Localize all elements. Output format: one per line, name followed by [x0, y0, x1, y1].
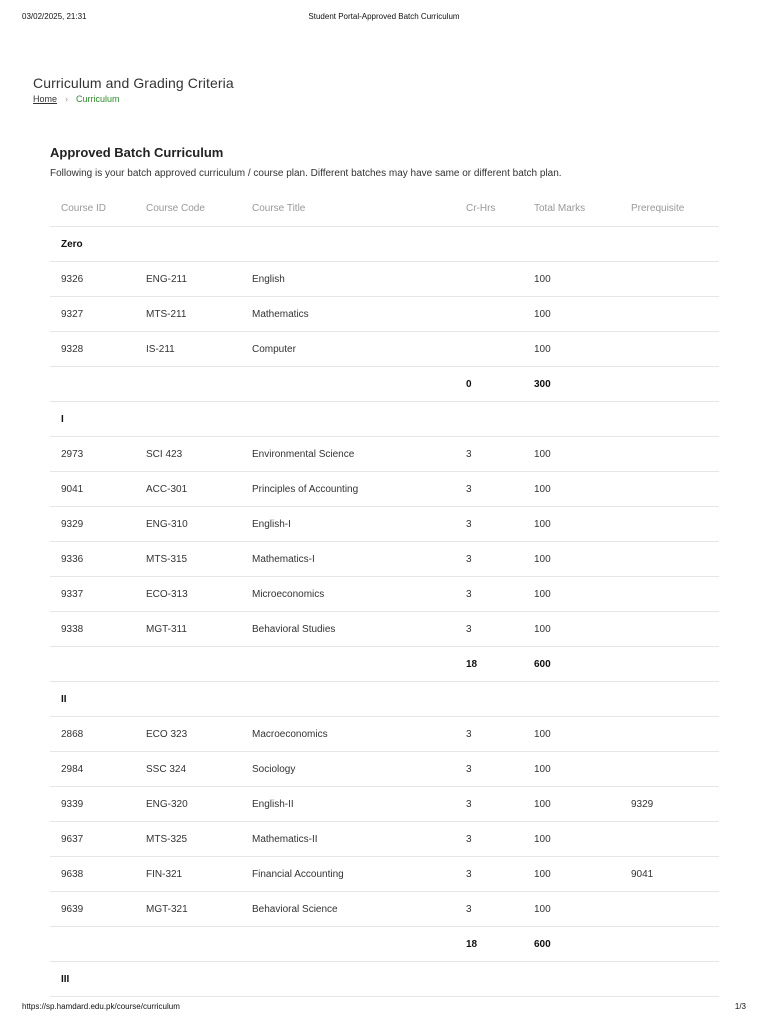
print-url: https://sp.hamdard.edu.pk/course/curriculum: [22, 1002, 180, 1011]
total-marks-cell: 100: [523, 297, 620, 332]
table-row: [50, 857, 719, 892]
course-title-cell: Behavioral Science: [241, 892, 455, 927]
total-marks-cell: 100: [523, 612, 620, 647]
prerequisite-cell: [620, 507, 719, 542]
column-header: Prerequisite: [620, 190, 719, 227]
credit-hours-cell: 3: [455, 437, 523, 472]
total-marks-cell: 100: [523, 857, 620, 892]
course-id-cell: 9329: [50, 507, 135, 542]
prerequisite-cell: 9329: [620, 787, 719, 822]
semester-total-row: [50, 927, 719, 962]
table-row: [50, 822, 719, 857]
course-title-cell: Sociology: [241, 752, 455, 787]
table-row: [50, 787, 719, 822]
table-row: [50, 332, 719, 367]
semester-row-spacer: [135, 962, 719, 997]
semester-row: [50, 227, 719, 262]
print-footer: [0, 1000, 768, 1020]
print-page-number: 1/3: [734, 1002, 746, 1011]
semester-row-spacer: [135, 227, 719, 262]
prerequisite-cell: [620, 752, 719, 787]
total-marks-cell: 100: [523, 542, 620, 577]
table-row: [50, 472, 719, 507]
column-header: Course Code: [135, 190, 241, 227]
course-id-cell: 9328: [50, 332, 135, 367]
print-page-title: Student Portal-Approved Batch Curriculum: [308, 12, 460, 21]
course-code-cell: MTS-315: [135, 542, 241, 577]
total-marks-cell: 100: [523, 472, 620, 507]
total-marks: 300: [523, 367, 620, 402]
course-id-cell: 9639: [50, 892, 135, 927]
prerequisite-cell: 9041: [620, 857, 719, 892]
table-header-row: [50, 190, 719, 227]
column-header: Cr-Hrs: [455, 190, 523, 227]
prerequisite-cell: [620, 332, 719, 367]
prerequisite-cell: [620, 612, 719, 647]
credit-hours-cell: 3: [455, 857, 523, 892]
semester-row-spacer: [135, 402, 719, 437]
course-code-cell: SSC 324: [135, 752, 241, 787]
semester-name: Zero: [50, 227, 135, 262]
total-marks-cell: 100: [523, 332, 620, 367]
course-id-cell: 9326: [50, 262, 135, 297]
course-id-cell: 9041: [50, 472, 135, 507]
course-id-cell: 2984: [50, 752, 135, 787]
prerequisite-cell: [620, 262, 719, 297]
course-id-cell: 9637: [50, 822, 135, 857]
course-id-cell: 9338: [50, 612, 135, 647]
breadcrumb-current: Curriculum: [76, 94, 120, 104]
total-row-empty: [620, 927, 719, 962]
course-code-cell: MGT-321: [135, 892, 241, 927]
total-credit-hours: 18: [455, 927, 523, 962]
total-marks: 600: [523, 647, 620, 682]
course-code-cell: IS-211: [135, 332, 241, 367]
course-code-cell: MTS-211: [135, 297, 241, 332]
total-marks-cell: 100: [523, 507, 620, 542]
credit-hours-cell: [455, 297, 523, 332]
total-marks-cell: 100: [523, 262, 620, 297]
breadcrumb-home-link[interactable]: Home: [33, 94, 58, 104]
total-row-spacer: [50, 647, 455, 682]
course-title-cell: Financial Accounting: [241, 857, 455, 892]
credit-hours-cell: 3: [455, 472, 523, 507]
prerequisite-cell: [620, 577, 719, 612]
column-header: Course ID: [50, 190, 135, 227]
semester-name: II: [50, 682, 135, 717]
course-title-cell: Computer: [241, 332, 455, 367]
curriculum-table: [50, 190, 719, 997]
table-row: [50, 297, 719, 332]
credit-hours-cell: 3: [455, 717, 523, 752]
prerequisite-cell: [620, 472, 719, 507]
table-row: [50, 437, 719, 472]
total-marks-cell: 100: [523, 787, 620, 822]
total-marks-cell: 100: [523, 822, 620, 857]
credit-hours-cell: 3: [455, 822, 523, 857]
course-code-cell: MTS-325: [135, 822, 241, 857]
course-code-cell: ECO-313: [135, 577, 241, 612]
course-title-cell: Mathematics: [241, 297, 455, 332]
chevron-right-icon: ›: [65, 94, 69, 104]
card-title: Approved Batch Curriculum: [50, 145, 224, 160]
credit-hours-cell: 3: [455, 507, 523, 542]
table-row: [50, 892, 719, 927]
course-id-cell: 2973: [50, 437, 135, 472]
course-code-cell: ENG-211: [135, 262, 241, 297]
card-description: Following is your batch approved curriculum / course plan. Different batches may have same or different batch plan.: [50, 168, 562, 179]
course-title-cell: Mathematics-II: [241, 822, 455, 857]
credit-hours-cell: [455, 332, 523, 367]
table-row: [50, 752, 719, 787]
prerequisite-cell: [620, 542, 719, 577]
credit-hours-cell: [455, 262, 523, 297]
course-title-cell: Behavioral Studies: [241, 612, 455, 647]
semester-name: III: [50, 962, 135, 997]
course-title-cell: English: [241, 262, 455, 297]
prerequisite-cell: [620, 437, 719, 472]
print-header: [0, 0, 768, 30]
semester-row: [50, 402, 719, 437]
table-row: [50, 542, 719, 577]
table-row: [50, 262, 719, 297]
prerequisite-cell: [620, 822, 719, 857]
prerequisite-cell: [620, 717, 719, 752]
credit-hours-cell: 3: [455, 577, 523, 612]
course-title-cell: Environmental Science: [241, 437, 455, 472]
course-code-cell: ENG-310: [135, 507, 241, 542]
total-marks-cell: 100: [523, 752, 620, 787]
credit-hours-cell: 3: [455, 542, 523, 577]
column-header: Total Marks: [523, 190, 620, 227]
course-title-cell: Macroeconomics: [241, 717, 455, 752]
course-id-cell: 9336: [50, 542, 135, 577]
prerequisite-cell: [620, 297, 719, 332]
table-row: [50, 717, 719, 752]
course-id-cell: 2868: [50, 717, 135, 752]
print-timestamp: 03/02/2025, 21:31: [22, 12, 87, 21]
total-row-empty: [620, 647, 719, 682]
course-id-cell: 9339: [50, 787, 135, 822]
total-row-spacer: [50, 927, 455, 962]
course-code-cell: ECO 323: [135, 717, 241, 752]
course-code-cell: FIN-321: [135, 857, 241, 892]
breadcrumb: [33, 94, 120, 104]
course-code-cell: ACC-301: [135, 472, 241, 507]
column-header: Course Title: [241, 190, 455, 227]
total-marks-cell: 100: [523, 577, 620, 612]
credit-hours-cell: 3: [455, 892, 523, 927]
course-title-cell: English-II: [241, 787, 455, 822]
course-code-cell: SCI 423: [135, 437, 241, 472]
total-marks-cell: 100: [523, 892, 620, 927]
course-title-cell: English-I: [241, 507, 455, 542]
table-row: [50, 507, 719, 542]
semester-row-spacer: [135, 682, 719, 717]
table-body: [50, 227, 719, 997]
total-marks-cell: 100: [523, 437, 620, 472]
total-credit-hours: 18: [455, 647, 523, 682]
course-id-cell: 9327: [50, 297, 135, 332]
table-row: [50, 577, 719, 612]
course-title-cell: Microeconomics: [241, 577, 455, 612]
credit-hours-cell: 3: [455, 752, 523, 787]
course-id-cell: 9337: [50, 577, 135, 612]
course-title-cell: Principles of Accounting: [241, 472, 455, 507]
total-credit-hours: 0: [455, 367, 523, 402]
total-row-spacer: [50, 367, 455, 402]
course-id-cell: 9638: [50, 857, 135, 892]
course-title-cell: Mathematics-I: [241, 542, 455, 577]
semester-total-row: [50, 647, 719, 682]
table-row: [50, 612, 719, 647]
semester-row: [50, 682, 719, 717]
semester-name: I: [50, 402, 135, 437]
credit-hours-cell: 3: [455, 787, 523, 822]
page-title: Curriculum and Grading Criteria: [33, 75, 234, 91]
prerequisite-cell: [620, 892, 719, 927]
course-code-cell: ENG-320: [135, 787, 241, 822]
course-code-cell: MGT-311: [135, 612, 241, 647]
total-marks: 600: [523, 927, 620, 962]
total-row-empty: [620, 367, 719, 402]
semester-row: [50, 962, 719, 997]
total-marks-cell: 100: [523, 717, 620, 752]
credit-hours-cell: 3: [455, 612, 523, 647]
semester-total-row: [50, 367, 719, 402]
